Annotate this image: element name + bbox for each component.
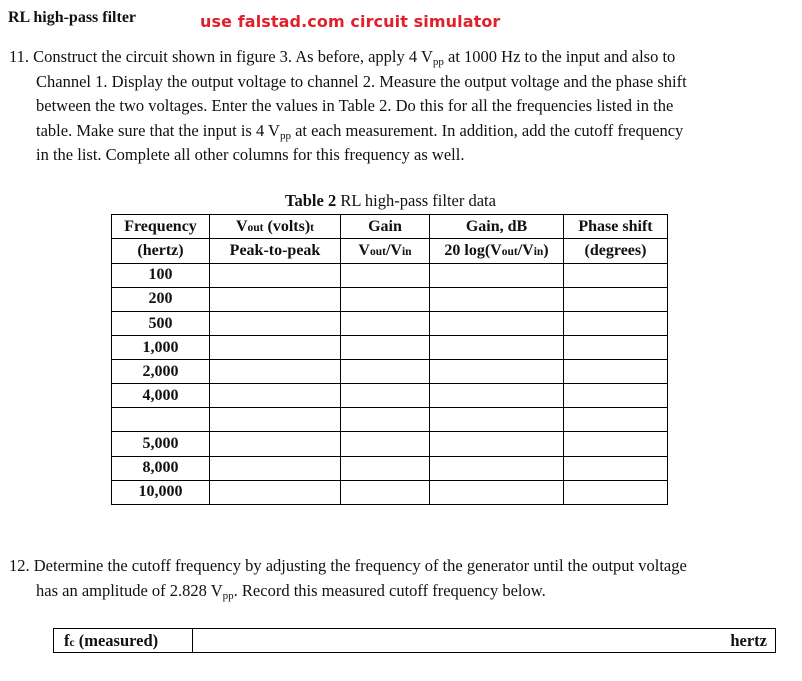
frequency-cell: 5,000 <box>112 432 210 456</box>
gain-cell[interactable] <box>341 263 430 287</box>
step-11-line: Channel 1. Display the output voltage to channel 2. Measure the output voltage and the phase shift <box>36 71 687 91</box>
gain-cell[interactable] <box>341 311 430 335</box>
phase-shift-cell[interactable] <box>564 360 668 384</box>
gain-cell[interactable] <box>341 360 430 384</box>
step-11-line: in the list. Complete all other columns for this frequency as well. <box>36 145 465 165</box>
cutoff-frequency-unit: hertz <box>730 631 767 650</box>
gain-cell[interactable] <box>341 287 430 311</box>
frequency-cell: 100 <box>112 263 210 287</box>
table-row <box>112 360 668 384</box>
table-row <box>112 408 668 432</box>
gain-cell[interactable] <box>341 456 430 480</box>
header-frequency: Frequency <box>112 215 210 239</box>
gain-db-cell[interactable] <box>430 287 564 311</box>
table-header-row <box>112 239 668 263</box>
gain-db-cell[interactable] <box>430 408 564 432</box>
gain-db-cell[interactable] <box>430 336 564 360</box>
gain-db-cell[interactable] <box>430 384 564 408</box>
cutoff-frequency-label: fc (measured) <box>54 629 193 652</box>
vout-cell[interactable] <box>210 263 341 287</box>
step-12-paragraph <box>9 554 789 603</box>
table-header-row <box>112 215 668 239</box>
table-row <box>112 336 668 360</box>
table-row <box>112 456 668 480</box>
vout-cell[interactable] <box>210 336 341 360</box>
header-db-formula: 20 log(Vout/Vin) <box>430 239 564 263</box>
vout-cell[interactable] <box>210 384 341 408</box>
header-phase-unit: (degrees) <box>564 239 668 263</box>
table-caption: Table 2 RL high-pass filter data <box>285 191 496 210</box>
step-11-line: 11. Construct the circuit shown in figure 3. As before, apply 4 $V_{pp}$ at 1000 Hz to the input and also to <box>9 47 676 68</box>
header-gain: Gain <box>341 215 430 239</box>
table-row <box>112 480 668 504</box>
vout-cell[interactable] <box>210 287 341 311</box>
step-11-line: table. Make sure that the input is 4 $V_{pp}$ at each measurement. In addition, add the cutoff frequency <box>36 120 684 142</box>
frequency-cell: 200 <box>112 287 210 311</box>
phase-shift-cell[interactable] <box>564 432 668 456</box>
phase-shift-cell[interactable] <box>564 384 668 408</box>
frequency-cell: 10,000 <box>112 480 210 504</box>
frequency-cell: 1,000 <box>112 336 210 360</box>
step-12-line: has an amplitude of 2.828 $V_{pp}$. Record this measured cutoff frequency below. <box>36 580 546 602</box>
frequency-cell: 4,000 <box>112 384 210 408</box>
frequency-cell <box>112 408 210 432</box>
table-row <box>112 432 668 456</box>
simulator-note: use falstad.com circuit simulator <box>200 12 501 31</box>
table-row <box>112 287 668 311</box>
phase-shift-cell[interactable] <box>564 287 668 311</box>
vout-cell[interactable] <box>210 311 341 335</box>
header-peak-to-peak: Peak-to-peak <box>210 239 341 263</box>
phase-shift-cell[interactable] <box>564 263 668 287</box>
phase-shift-cell[interactable] <box>564 336 668 360</box>
gain-db-cell[interactable] <box>430 311 564 335</box>
phase-shift-cell[interactable] <box>564 480 668 504</box>
gain-db-cell[interactable] <box>430 432 564 456</box>
step-11-line: between the two voltages. Enter the values in Table 2. Do this for all the frequencies listed in the <box>36 96 674 116</box>
gain-cell[interactable] <box>341 408 430 432</box>
table-row <box>112 263 668 287</box>
frequency-cell: 500 <box>112 311 210 335</box>
gain-cell[interactable] <box>341 432 430 456</box>
step-12-line: 12. Determine the cutoff frequency by adjusting the frequency of the generator until the output voltage <box>9 556 687 575</box>
header-gain-ratio: Vout/Vin <box>341 239 430 263</box>
table-row <box>112 311 668 335</box>
frequency-cell: 2,000 <box>112 360 210 384</box>
data-table <box>111 214 668 505</box>
gain-db-cell[interactable] <box>430 456 564 480</box>
vout-cell[interactable] <box>210 408 341 432</box>
gain-db-cell[interactable] <box>430 263 564 287</box>
phase-shift-cell[interactable] <box>564 311 668 335</box>
vout-cell[interactable] <box>210 432 341 456</box>
vout-cell[interactable] <box>210 480 341 504</box>
phase-shift-cell[interactable] <box>564 408 668 432</box>
section-title: RL high-pass filter <box>8 9 137 26</box>
header-frequency-unit: (hertz) <box>112 239 210 263</box>
phase-shift-cell[interactable] <box>564 456 668 480</box>
gain-cell[interactable] <box>341 336 430 360</box>
header-phase-shift: Phase shift <box>564 215 668 239</box>
header-vout: Vout (volts)t <box>210 215 341 239</box>
gain-db-cell[interactable] <box>430 480 564 504</box>
frequency-cell: 8,000 <box>112 456 210 480</box>
vout-cell[interactable] <box>210 456 341 480</box>
cutoff-frequency-field[interactable] <box>53 628 776 653</box>
step-11-paragraph <box>9 45 789 168</box>
gain-cell[interactable] <box>341 480 430 504</box>
gain-db-cell[interactable] <box>430 360 564 384</box>
header-gain-db: Gain, dB <box>430 215 564 239</box>
vout-cell[interactable] <box>210 360 341 384</box>
table-row <box>112 384 668 408</box>
gain-cell[interactable] <box>341 384 430 408</box>
